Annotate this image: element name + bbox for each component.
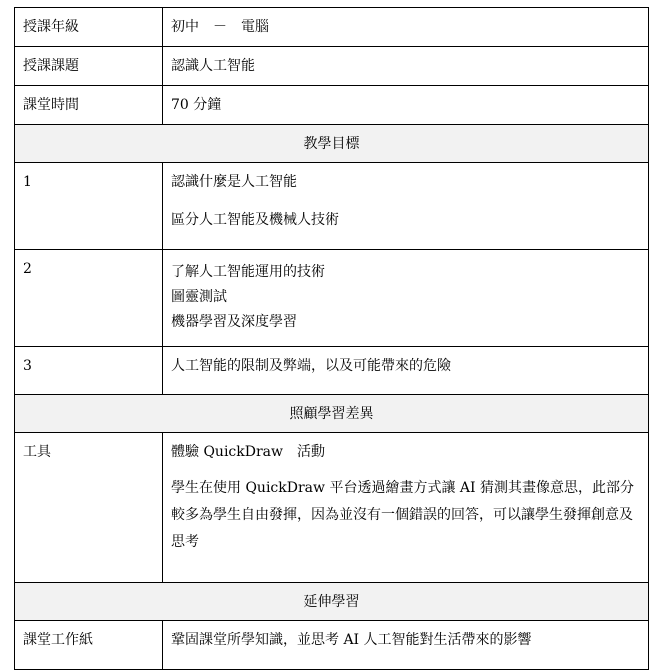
worksheet-value: 鞏固課堂所學知識，並思考 AI 人工智能對生活帶來的影響 <box>163 621 649 670</box>
time-label: 課堂時間 <box>23 97 79 113</box>
objective-row <box>15 347 649 395</box>
activity-title: 體驗 QuickDraw 活動 <box>171 444 325 460</box>
objective-row <box>15 163 649 250</box>
diversity-header-row <box>15 395 649 433</box>
time-row <box>15 86 649 125</box>
objective-line: 認識什麼是人工智能 <box>171 174 297 190</box>
activity-description: 學生在使用 QuickDraw 平台透過繪畫方式讓 AI 猜測其畫像意思，此部分較多為學生自由發揮，因為並沒有一個錯誤的回答，可以讓學生發揮創意及思考 <box>171 480 634 550</box>
objectives-title: 教學目標 <box>15 125 649 163</box>
grade-label-cell <box>15 8 163 47</box>
topic-value: 認識人工智能 <box>171 58 255 74</box>
objective-content <box>163 250 649 347</box>
topic-row <box>15 47 649 86</box>
worksheet-row <box>15 621 649 670</box>
objective-line: 機器學習及深度學習 <box>171 314 297 330</box>
time-label-cell <box>15 86 163 125</box>
objective-number: 2 <box>15 250 163 347</box>
objective-line: 區分人工智能及機械人技術 <box>171 212 339 228</box>
objective-line: 人工智能的限制及弊端，以及可能帶來的危險 <box>171 358 451 374</box>
objective-number: 1 <box>15 163 163 250</box>
topic-label-cell <box>15 47 163 86</box>
extension-header-row <box>15 583 649 621</box>
tools-label: 工具 <box>15 433 163 583</box>
grade-value-cell <box>163 8 649 47</box>
time-value: 70 分鐘 <box>171 97 222 113</box>
tools-row <box>15 433 649 583</box>
objective-content <box>163 347 649 395</box>
time-value-cell <box>163 86 649 125</box>
lesson-plan-table <box>14 7 649 670</box>
objective-number: 3 <box>15 347 163 395</box>
worksheet-label: 課堂工作紙 <box>15 621 163 670</box>
grade-label: 授課年級 <box>23 19 79 35</box>
diversity-title: 照顧學習差異 <box>15 395 649 433</box>
tools-content <box>163 433 649 583</box>
objective-line: 了解人工智能運用的技術 <box>171 264 325 280</box>
grade-row <box>15 8 649 47</box>
objectives-header-row <box>15 125 649 163</box>
grade-value: 初中 － 電腦 <box>171 19 269 35</box>
objective-row <box>15 250 649 347</box>
extension-title: 延伸學習 <box>15 583 649 621</box>
objective-content <box>163 163 649 250</box>
topic-value-cell <box>163 47 649 86</box>
objective-line: 圖靈測試 <box>171 289 227 305</box>
topic-label: 授課課題 <box>23 58 79 74</box>
